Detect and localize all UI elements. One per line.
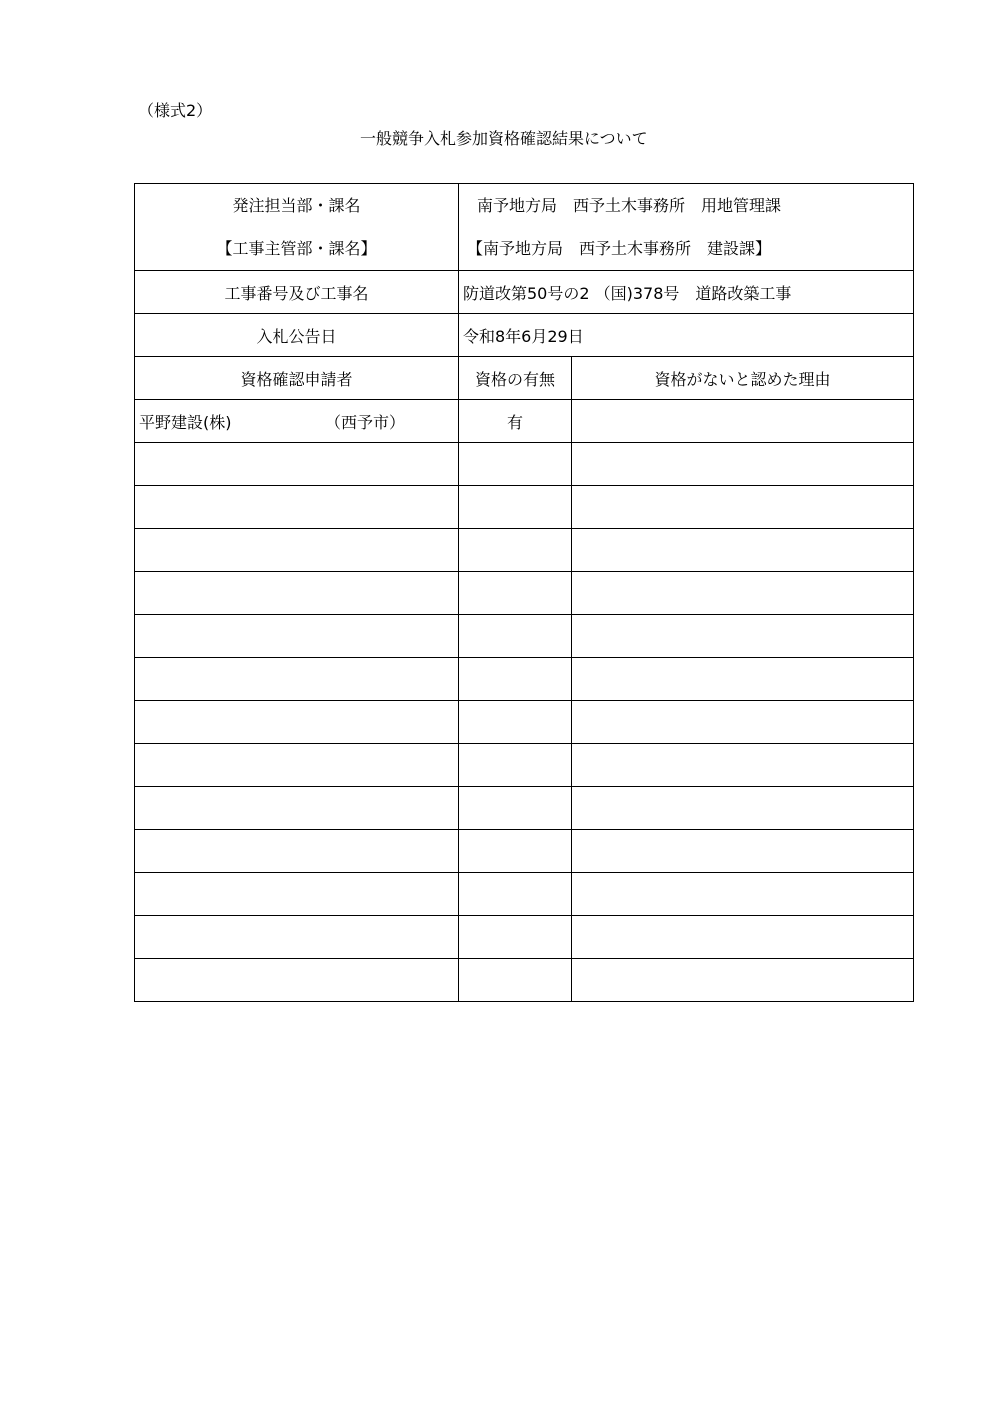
applicant-name: 平野建設(株): [139, 412, 232, 432]
table-row: [135, 916, 914, 959]
qualified-cell: [459, 959, 572, 1002]
applicant-cell: [135, 443, 459, 486]
reason-cell: [572, 873, 914, 916]
reason-cell: [572, 744, 914, 787]
applicant-city: （西予市）: [325, 412, 406, 432]
work-label: 工事番号及び工事名: [135, 271, 459, 314]
qualified-cell: [459, 443, 572, 486]
reason-cell: [572, 830, 914, 873]
qualified-column-header: 資格の有無: [459, 357, 572, 400]
supervising-dept-value: 【南予地方局 西予土木事務所 建設課】: [467, 239, 772, 258]
qualified-cell: [459, 744, 572, 787]
applicant-column-header: 資格確認申請者: [135, 357, 459, 400]
dept-value: 南予地方局 西予土木事務所 用地管理課: [477, 196, 782, 215]
qualified-cell: 有: [459, 400, 572, 443]
applicant-cell: [135, 658, 459, 701]
applicant-cell: [135, 400, 459, 443]
applicant-cell: [135, 916, 459, 959]
table-row: [135, 615, 914, 658]
qualified-cell: [459, 658, 572, 701]
document-title: 一般競争入札参加資格確認結果について: [360, 129, 648, 148]
qualified-cell: [459, 486, 572, 529]
reason-cell: [572, 959, 914, 1002]
applicant-cell: [135, 873, 459, 916]
supervising-dept-label: 【工事主管部・課名】: [216, 239, 377, 258]
qualified-cell: [459, 873, 572, 916]
date-row: [135, 314, 914, 357]
date-label: 入札公告日: [135, 314, 459, 357]
applicant-cell: [135, 701, 459, 744]
qualified-cell: [459, 787, 572, 830]
reason-cell: [572, 787, 914, 830]
table-row: [135, 658, 914, 701]
table-row: [135, 744, 914, 787]
work-value: 防道改第50号の2 （国)378号 道路改築工事: [459, 271, 914, 314]
qualified-cell: [459, 615, 572, 658]
dept-value-cell: [459, 184, 914, 271]
dept-label-cell: [135, 184, 459, 271]
table-row: [135, 830, 914, 873]
reason-cell: [572, 572, 914, 615]
table-row: [135, 400, 914, 443]
work-row: [135, 271, 914, 314]
table-row: [135, 486, 914, 529]
table-row: [135, 701, 914, 744]
qualified-cell: [459, 830, 572, 873]
qualified-cell: [459, 701, 572, 744]
reason-cell: [572, 400, 914, 443]
reason-cell: [572, 529, 914, 572]
applicant-cell: [135, 486, 459, 529]
column-header-row: [135, 357, 914, 400]
table-row: [135, 443, 914, 486]
reason-cell: [572, 916, 914, 959]
qualified-cell: [459, 916, 572, 959]
table-row: [135, 787, 914, 830]
reason-cell: [572, 486, 914, 529]
applicant-cell: [135, 744, 459, 787]
table-row: [135, 529, 914, 572]
applicant-cell: [135, 959, 459, 1002]
date-value: 令和8年6月29日: [459, 314, 914, 357]
reason-cell: [572, 701, 914, 744]
reason-cell: [572, 658, 914, 701]
table-row: [135, 873, 914, 916]
qualification-result-table: [134, 183, 914, 1002]
applicant-cell: [135, 615, 459, 658]
qualified-cell: [459, 529, 572, 572]
reason-cell: [572, 443, 914, 486]
applicant-cell: [135, 572, 459, 615]
dept-row: [135, 184, 914, 271]
applicant-cell: [135, 830, 459, 873]
reason-column-header: 資格がないと認めた理由: [572, 357, 914, 400]
applicant-cell: [135, 529, 459, 572]
table-row: [135, 959, 914, 1002]
applicant-cell: [135, 787, 459, 830]
reason-cell: [572, 615, 914, 658]
form-number-label: （様式2）: [138, 101, 213, 120]
table-row: [135, 572, 914, 615]
qualified-cell: [459, 572, 572, 615]
dept-label: 発注担当部・課名: [232, 196, 361, 215]
